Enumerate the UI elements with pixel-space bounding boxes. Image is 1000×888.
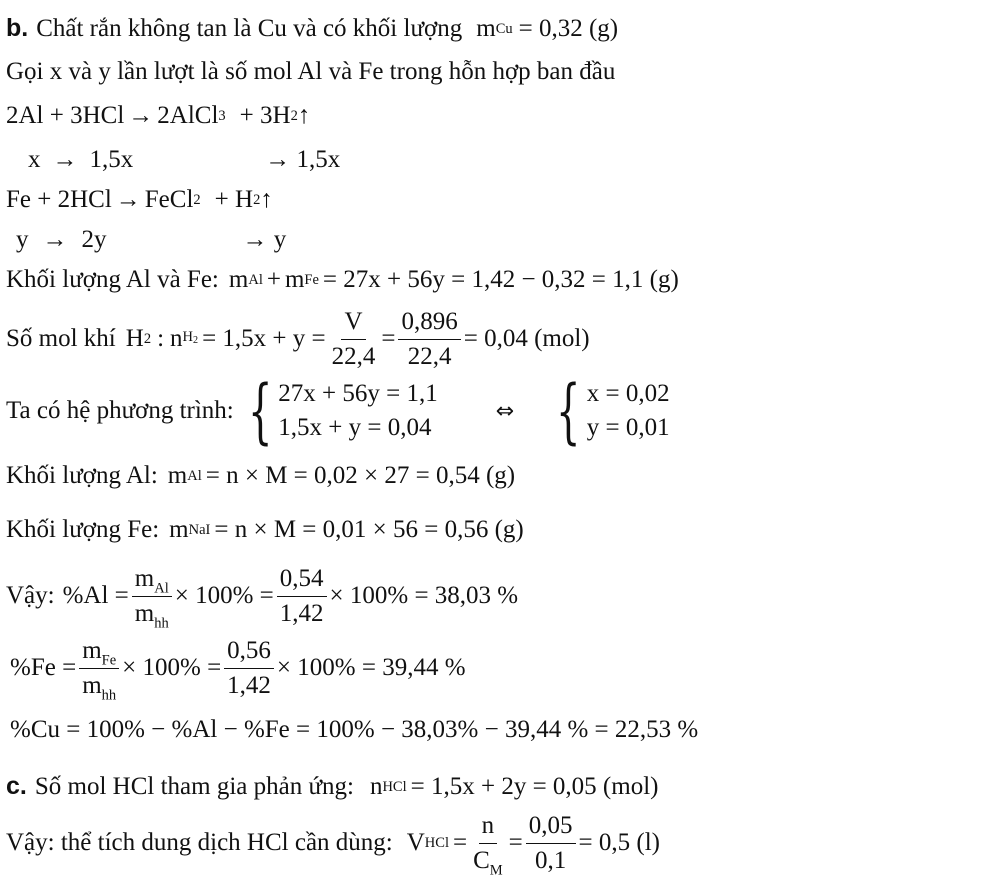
subscript: M bbox=[489, 862, 503, 879]
stoich-al bbox=[28, 146, 340, 174]
part-b-marker: b. bbox=[6, 14, 29, 42]
left-brace: { bbox=[247, 370, 273, 452]
system-row-2: 1,5x + y = 0,04 bbox=[278, 414, 432, 441]
mol-h2-eq: = 1,5x + y = bbox=[202, 325, 326, 352]
mass-symbol: m bbox=[476, 14, 496, 42]
fraction-mfe-over-mhh bbox=[79, 637, 119, 704]
subscript: Fe bbox=[101, 652, 117, 669]
denominator: 1,42 bbox=[279, 599, 324, 627]
line-let-xy bbox=[6, 58, 615, 86]
subscript: Al bbox=[154, 580, 169, 597]
denominator bbox=[470, 844, 506, 879]
mass-al-value: = n × M = 0,02 × 27 = 0,54 (g) bbox=[205, 462, 516, 489]
mass-symbol: m bbox=[169, 516, 189, 543]
fraction-v-over-22-4 bbox=[329, 308, 379, 370]
stoich-h2-al: → 1,5x bbox=[265, 146, 341, 173]
numerator: 0,56 bbox=[224, 637, 274, 669]
subscript: hh bbox=[101, 687, 117, 704]
stoich-hcl-al: 1,5x bbox=[89, 146, 134, 173]
mol-hcl-value: = 1,5x + 2y = 0,05 (mol) bbox=[410, 772, 659, 800]
stoich-hcl-fe: 2y bbox=[81, 226, 107, 253]
equals-sign: = bbox=[508, 829, 523, 856]
mass-al-fe-label: Khối lượng Al và Fe: bbox=[6, 266, 219, 293]
mass-fe-label: Khối lượng Fe: bbox=[6, 516, 160, 543]
reaction-arrow: → bbox=[115, 186, 141, 213]
reaction-fe-hcl: Fe + 2HCl → FeCl 2 + H 2 ↑ bbox=[6, 186, 273, 213]
numerator: 0,54 bbox=[277, 565, 327, 597]
system-line bbox=[6, 370, 670, 452]
subscript bbox=[182, 328, 199, 346]
mol-h2-label: Số mol khí bbox=[6, 325, 116, 352]
mol-h2-result: = 0,04 (mol) bbox=[463, 325, 590, 352]
stoich-h2-fe: → y bbox=[242, 226, 287, 253]
denominator: 0,1 bbox=[535, 846, 567, 874]
mol-h2-line: Số mol khí H 2 : n H2 = 1,5x + y = $\frac{V}{22,4}$ = $\frac{0,896}{22,4}$ = 0,04 (mol) bbox=[6, 308, 590, 370]
system-equations bbox=[238, 370, 438, 452]
left-brace: { bbox=[556, 370, 581, 452]
n-symbol: n bbox=[170, 325, 183, 352]
plus-sign: + bbox=[266, 266, 281, 293]
part-b-text: Chất rắn không tan là Cu và có khối lượng bbox=[36, 14, 463, 42]
colon: : bbox=[157, 325, 165, 352]
product-h2: + 3H bbox=[239, 102, 291, 129]
system-row-1: 27x + 56y = 1,1 bbox=[278, 380, 438, 407]
numerator: 0,05 bbox=[526, 812, 576, 844]
times-100: × 100% = bbox=[174, 582, 274, 609]
denominator bbox=[132, 597, 172, 632]
product-alcl: 2AlCl bbox=[157, 102, 219, 129]
n-symbol: n bbox=[369, 772, 383, 800]
equals-sign: = bbox=[452, 829, 468, 856]
line-part-b-intro bbox=[6, 14, 618, 43]
subscript: hh bbox=[154, 615, 169, 632]
mass-cu-expr: m Cu = 0,32 (g) bbox=[476, 14, 619, 42]
stoich-arrow: → bbox=[52, 146, 78, 173]
mass-symbol: m bbox=[82, 637, 102, 664]
fraction-n-over-cm bbox=[470, 812, 506, 879]
stoich-arrow: → bbox=[42, 226, 68, 253]
denominator: 22,4 bbox=[407, 342, 452, 370]
reaction-al-hcl: 2Al + 3HCl → 2AlCl 3 + 3H 2 ↑ bbox=[6, 102, 311, 129]
product-h2: + H bbox=[214, 186, 254, 213]
part-c-marker: c. bbox=[6, 772, 27, 800]
reactants-fe: Fe + 2HCl bbox=[6, 186, 112, 213]
percent-cu-line bbox=[10, 716, 698, 744]
percent-cu-equation: %Cu = 100% − %Al − %Fe = 100% − 38,03% − 39,44 % = 22,53 % bbox=[10, 716, 699, 743]
percent-al-line bbox=[6, 565, 519, 632]
volume-hcl-label: Vậy: thể tích dung dịch HCl cần dùng: bbox=[6, 829, 393, 856]
mass-symbol: m bbox=[284, 266, 305, 293]
mass-symbol: m bbox=[134, 565, 155, 592]
subscript-h: H bbox=[182, 328, 193, 345]
conclusion-label: Vậy: bbox=[6, 582, 55, 609]
percent-fe-line bbox=[10, 637, 466, 704]
fraction-056-over-142 bbox=[224, 637, 274, 699]
mass-symbol: m bbox=[134, 599, 155, 627]
mass-al-line: Khối lượng Al: m Al = n × M = 0,02 × 27 = 0,54 (g) bbox=[6, 462, 516, 489]
fraction-005-over-01 bbox=[526, 812, 576, 874]
percent-al-lhs: %Al = bbox=[62, 582, 129, 609]
mass-fe-line: Khối lượng Fe: m NaI = n × M = 0,01 × 56 = 0,56 (g) bbox=[6, 516, 524, 543]
system-label: Ta có hệ phương trình: bbox=[6, 397, 234, 424]
system-solution bbox=[546, 370, 670, 452]
solution-y: y = 0,01 bbox=[586, 414, 670, 441]
percent-al-result: × 100% = 38,03 % bbox=[329, 582, 519, 609]
part-c-line: c. Số mol HCl tham gia phản ứng: n HCl = 1,5x + 2y = 0,05 (mol) bbox=[6, 772, 659, 800]
numerator: 0,896 bbox=[398, 308, 460, 340]
gas-up-arrow-icon: ↑ bbox=[260, 186, 273, 213]
product-fecl: FeCl bbox=[144, 186, 194, 213]
mass-al-label: Khối lượng Al: bbox=[6, 462, 158, 489]
mass-symbol: m bbox=[82, 671, 102, 699]
numerator bbox=[79, 637, 119, 669]
numerator: n bbox=[479, 812, 498, 844]
volume-hcl-result: = 0,5 (l) bbox=[578, 829, 660, 856]
c-symbol: C bbox=[473, 846, 490, 874]
stoich-y: y bbox=[16, 226, 29, 253]
mass-symbol: m bbox=[167, 462, 188, 489]
v-symbol: V bbox=[406, 829, 425, 856]
reactants-al: 2Al + 3HCl bbox=[6, 102, 125, 129]
subscript-2: 2 bbox=[193, 335, 199, 346]
let-xy-text: Gọi x và y lần lượt là số mol Al và Fe trong hỗn hợp ban đầu bbox=[6, 58, 616, 85]
numerator bbox=[132, 565, 172, 597]
volume-hcl-line: Vậy: thể tích dung dịch HCl cần dùng: V HCl = $\frac{n}{C_M}$ = $\frac{0,05}{0,1}$ = 0,5 (l) bbox=[6, 812, 660, 879]
percent-fe-result: × 100% = 39,44 % bbox=[276, 654, 466, 681]
gas-up-arrow-icon: ↑ bbox=[297, 102, 311, 129]
reaction-arrow: → bbox=[128, 102, 154, 129]
mass-al-fe-line: Khối lượng Al và Fe: m Al + m Fe = 27x + 56y = 1,42 − 0,32 = 1,1 (g) bbox=[6, 266, 679, 293]
equivalence-arrow-icon: ⇔ bbox=[495, 398, 515, 424]
fraction-0896-over-22-4 bbox=[398, 308, 460, 370]
times-100: × 100% = bbox=[122, 654, 222, 681]
solution-x: x = 0,02 bbox=[586, 380, 670, 407]
fraction-054-over-142 bbox=[277, 565, 327, 627]
equals-sign: = bbox=[381, 325, 396, 352]
denominator bbox=[79, 669, 119, 704]
stoich-fe bbox=[16, 226, 286, 254]
fraction-mal-over-mhh bbox=[132, 565, 172, 632]
h-symbol: H bbox=[125, 325, 144, 352]
mass-al-fe-equation: = 27x + 56y = 1,42 − 0,32 = 1,1 (g) bbox=[322, 266, 679, 293]
denominator: 22,4 bbox=[331, 342, 376, 370]
stoich-x: x bbox=[28, 146, 41, 173]
mass-cu-value: = 0,32 (g) bbox=[518, 14, 619, 42]
mass-fe-value: = n × M = 0,01 × 56 = 0,56 (g) bbox=[214, 516, 524, 543]
mol-hcl-label: Số mol HCl tham gia phản ứng: bbox=[34, 772, 354, 800]
percent-fe-lhs: %Fe = bbox=[10, 654, 77, 681]
denominator: 1,42 bbox=[227, 671, 271, 699]
numerator: V bbox=[341, 308, 365, 340]
mass-symbol: m bbox=[228, 266, 249, 293]
